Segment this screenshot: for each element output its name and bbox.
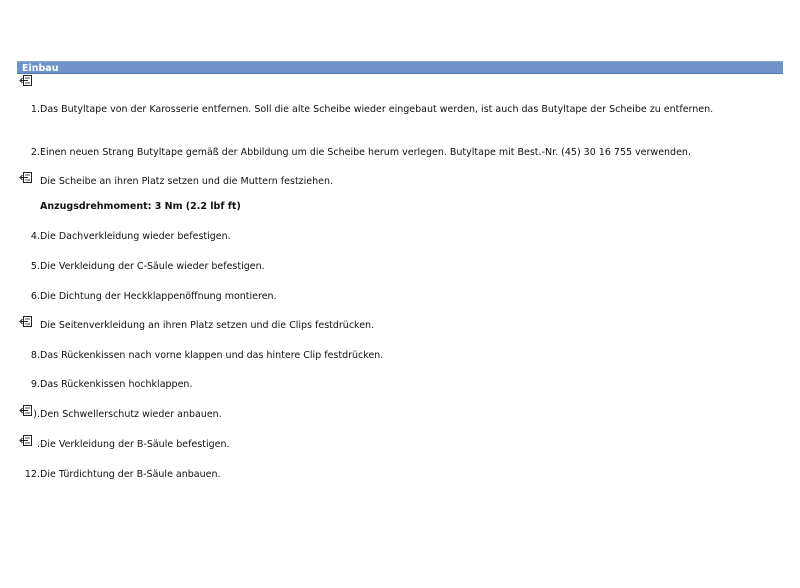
section-header — [17, 61, 783, 74]
back-link-icon[interactable] — [19, 405, 32, 416]
torque-spec: Anzugsdrehmoment: 3 Nm (2.2 lbf ft) — [40, 201, 241, 212]
back-link-icon[interactable] — [19, 435, 32, 446]
step-number: ). — [33, 409, 40, 420]
list-item — [20, 175, 760, 188]
list-item — [20, 408, 760, 421]
step-text: Einen neuen Strang Butyltape gemäß der Abbildung um die Scheibe herum verlegen. Butyltape mit Best.-Nr. (45) 30 16 755 verwenden. — [40, 147, 691, 158]
step-text: Die Dichtung der Heckklappenöffnung montieren. — [40, 291, 277, 302]
list-item — [20, 146, 760, 159]
section-title: Einbau — [22, 63, 59, 74]
list-item — [20, 290, 760, 303]
step-number: 12. — [24, 469, 40, 480]
step-number: 6. — [30, 291, 40, 302]
step-text: Das Rückenkissen hochklappen. — [40, 379, 193, 390]
step-text: Die Verkleidung der C-Säule wieder befestigen. — [40, 261, 265, 272]
step-text: Die Türdichtung der B-Säule anbauen. — [40, 469, 221, 480]
step-number: . — [36, 439, 40, 450]
list-item — [20, 260, 760, 273]
step-text: Die Scheibe an ihren Platz setzen und die Muttern festziehen. — [40, 176, 334, 187]
list-item — [20, 349, 760, 362]
step-text: Die Seitenverkleidung an ihren Platz setzen und die Clips festdrücken. — [40, 320, 375, 331]
list-item — [20, 230, 760, 243]
step-number: 1. — [30, 104, 40, 115]
back-link-icon[interactable] — [19, 75, 32, 86]
step-number: 8. — [30, 350, 40, 361]
list-item — [20, 103, 760, 116]
step-text: Das Butyltape von der Karosserie entfernen. Soll die alte Scheibe wieder eingebaut werden, ist auch das Butyltape der Scheibe zu entfernen. — [40, 104, 714, 115]
step-text: Die Verkleidung der B-Säule befestigen. — [40, 439, 230, 450]
step-number: 5. — [30, 261, 40, 272]
step-number: 4. — [30, 231, 40, 242]
step-text: Den Schwellerschutz wieder anbauen. — [40, 409, 222, 420]
step-text: Das Rückenkissen nach vorne klappen und das hintere Clip festdrücken. — [40, 350, 384, 361]
list-item — [20, 468, 760, 481]
step-number: 2. — [30, 147, 40, 158]
list-item — [20, 438, 760, 451]
step-number: 9. — [30, 379, 40, 390]
step-text: Die Dachverkleidung wieder befestigen. — [40, 231, 231, 242]
list-item — [20, 378, 760, 391]
list-item — [20, 319, 760, 332]
